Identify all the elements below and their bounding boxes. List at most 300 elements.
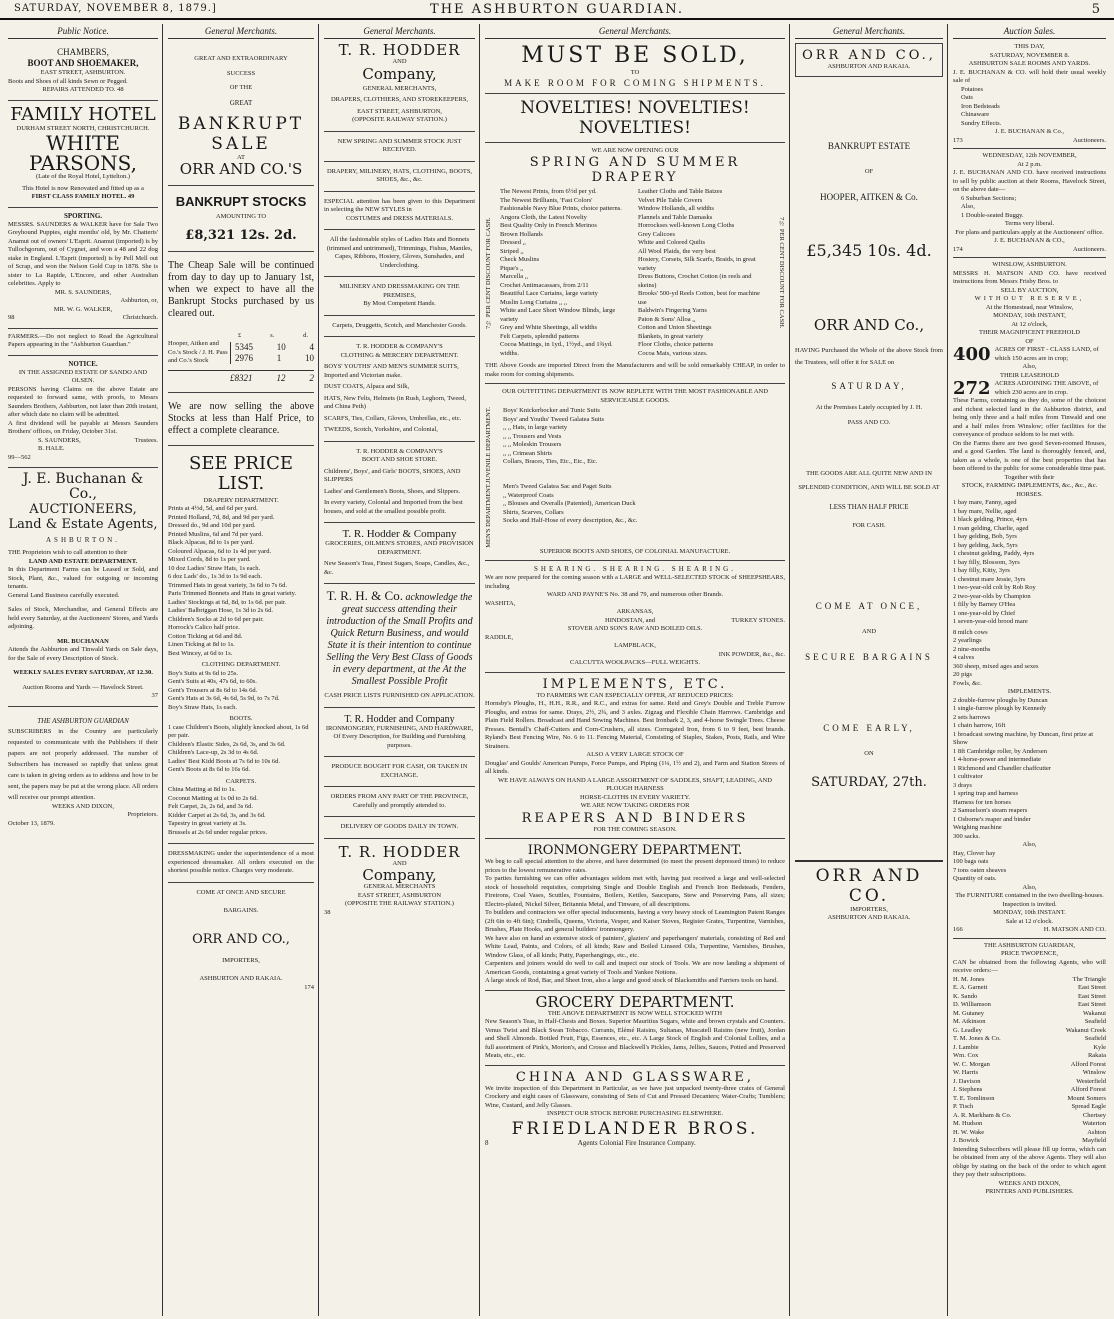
horses-list [953, 499, 1106, 627]
cash-lists: CASH PRICE LISTS FURNISHED ON APPLICATION. [324, 692, 475, 699]
clothing-body: BOYS' YOUTHS' AND MEN'S SUMMER SUITS, Imported and Victorian make. [324, 363, 459, 379]
buchanan-items [953, 86, 1106, 129]
guardian-signature-role: Proprietors. [127, 811, 158, 818]
also-3: Also, [1022, 883, 1037, 891]
list-item: 1 roan gelding, Charlie, aged [953, 524, 1029, 532]
acknowledgement [324, 590, 475, 688]
list-item: Window Hollands, all widths [638, 205, 714, 212]
millinery-2: By Most Competent Hands. [363, 300, 436, 307]
list-item: 20 pigs [953, 671, 972, 678]
list-item: 2 sets harrows [953, 713, 991, 721]
masthead [0, 0, 1114, 20]
list-item: Shirts, Scarves, Collars [503, 508, 564, 516]
list-item: Felt Carpet, 2s, 2s 6d, and 3s 6d. [168, 803, 254, 810]
hats: HATS, New Felts, Helmets (in Rush, Leghorn, Tweed, and China Peth) [324, 394, 467, 410]
list-item: Dressed ,, [500, 239, 526, 246]
carpets: Carpets, Druggetts, Scotch, and Manchester Goods. [332, 321, 467, 329]
agent-row [953, 1044, 1106, 1053]
list-item: 1 chestnut gelding, Paddy, 4yrs [953, 550, 1035, 557]
of-the: OF THE [229, 84, 253, 91]
farmers-body: FARMERS.—Do not neglect to Read the Agricultural Papers appearing in the "Ashburton Guardian." [8, 332, 158, 348]
agent-row [953, 1095, 1106, 1104]
hotel-body: This Hotel is now Renovated and fitted up as a [22, 184, 144, 192]
list-item: Horrockses well-known Long Cloths [638, 222, 735, 229]
chambers-title: CHAMBERS, [57, 47, 109, 57]
list-item: 1 bay mare, Fanny, aged [953, 499, 1017, 506]
list-item: Kidder Carpet at 2s 6d, 3s, and 3s 6d. [168, 811, 266, 819]
ironmongery-2: Of Every Description, for Building and Furnishing purposes. [333, 733, 466, 749]
notice-body: PERSONS having Claims on the above Estate are requested to forward same, with proofs, to Messrs Saunders Brothers, Ashburton, not later than 20th instant, after which date no claim will be admitted. [8, 385, 158, 418]
agent-name: Wm. Cox [953, 1052, 979, 1059]
agent-row [953, 1061, 1106, 1070]
weeks-dixon: WEEKS AND DIXON, [998, 1179, 1061, 1187]
especial: ESPECIAL attention has been given to this Department in selecting the NEW STYLES in [324, 197, 475, 213]
on: ON [864, 750, 874, 757]
list-item: 2 Samuelson's steam reapers [953, 807, 1028, 814]
and: AND [861, 627, 877, 635]
agent-name: H. W. Wake [953, 1128, 985, 1136]
list-item: Flannels and Table Damasks [638, 213, 713, 221]
ironmongery-body-4: We have also on hand an extensive stock of painters', glaziers' and paperhangers' materials, consisting of Red and White Lead, Paints, and Colors, of all kinds; Raw and Boiled Linseed Oils, Turpentine, Varnishes, Brushes, Window Glass, of all kinds; Putty, Paperhangings, etc., etc. [485, 934, 785, 959]
produce: PRODUCE BOUGHT FOR CASH, OR TAKEN IN EXCHANGE. [331, 763, 468, 779]
weekly-sales: WEEKLY SALES EVERY SATURDAY, AT 12.30. [13, 669, 153, 676]
dust-coats: DUST COATS, Alpaca and Silk, [324, 383, 410, 390]
saturday-27: SATURDAY, 27th. [811, 774, 927, 790]
hodder-clothing: T. R. HODDER & COMPANY'S [356, 343, 443, 350]
buchanan-title: J. E. Buchanan & Co., [22, 471, 144, 502]
column-heading: General Merchants. [485, 26, 785, 39]
list-item: 1 chestnut mare Jessie, 3yrs [953, 575, 1026, 583]
list-item: White and Lace Short Window Blinds, large variety [500, 307, 616, 323]
list-item: Brooks' 500-yd Reels Cotton, best for machine use [638, 290, 760, 306]
delivery: DELIVERY OF GOODS DAILY IN TOWN. [340, 823, 459, 830]
grocery-heading: GROCERY DEPARTMENT. [535, 992, 735, 1011]
list-item: Printed Holland, 7d, 8d, and 9d per yard. [168, 513, 275, 521]
hodder-company: T. R. Hodder & Company [342, 528, 457, 540]
list-item: Crochet Antimacassars, from 2/11 [500, 281, 589, 289]
sporting-ad [8, 208, 158, 329]
list-item: Ladies' Best Kidd Boots at 7s 6d to 10s 6d. [168, 757, 281, 765]
agent-name: J. Bowick [953, 1137, 979, 1144]
list-item: Brown Hollands [500, 230, 543, 238]
total-shillings: 12 [276, 372, 286, 383]
list-item: 1 seven-year-old brood mare [953, 618, 1028, 625]
list-item: Men's Tweed Galatea Sac and Paget Suits [503, 483, 612, 491]
boot-footer: REPAIRS ATTENDED TO. 48 [42, 86, 124, 93]
list-item: 1 two-year-old colt by Rob Roy [953, 584, 1036, 591]
agent-place: The Triangle [1072, 975, 1106, 983]
sell-by-auction: SELL BY AUCTION, [1000, 286, 1059, 294]
wednesday: WEDNESDAY, 12th NOVEMBER, [982, 152, 1077, 159]
taking-orders: WE ARE NOW TAKING ORDERS FOR [580, 802, 690, 810]
teas: New Season's Teas, Finest Sugars, Soaps, Candles, &c., &c. [324, 560, 470, 576]
list-item: Harness for ten horses [953, 798, 1011, 806]
printers: PRINTERS AND PUBLISHERS. [985, 1188, 1074, 1195]
scarfs: SCARFS, Ties, Collars, Gloves, Umbrellas, etc., etc. [324, 414, 462, 422]
monday-2: MONDAY, 10th INSTANT. [993, 909, 1066, 916]
agent-place: Waterton [1082, 1120, 1106, 1127]
great-extraordinary: GREAT AND EXTRAORDINARY [194, 55, 288, 62]
agent-place: Winslow [1082, 1069, 1106, 1076]
less-than-half: LESS THAN HALF PRICE [829, 503, 909, 511]
agent-name: M. Atkinson [953, 1018, 986, 1025]
column-orr-estate [791, 26, 947, 1316]
boot-body: Boots and Shoes of all kinds Sewn or Pegged. [8, 77, 128, 85]
grocery-body: New Season's Teas, in Half-Chests and Boxes. Superior Mauritius Sugars, white and brown crystals and Counters. Venus Twist and Black Swan Tobacco. Currants, Elémé Raisins, Sultanas, Muscatell Raisins (new fruit), Jordan and Shell Almonds. Bottled Fruit, Figs, Essences, etc., etc. A Large Stock of English and Colonial Lollies, and a full assortment of Pink's, Morton's, and Crosse and Blackwell's Pickles, Jams, Jellies, Sauces, Potted and Preserved Meats, etc., etc. [485, 1018, 785, 1060]
table-cell: 1 [276, 352, 282, 363]
coming-season: FOR THE COMING SEASON. [593, 825, 677, 833]
agent-place: Alford Forest [1070, 1060, 1106, 1068]
to: TO [630, 69, 640, 76]
bankrupt-stocks: BANKRUPT STOCKS [175, 194, 307, 209]
bankrupt-heading: BANKRUPT [177, 113, 305, 134]
column-heading: Auction Sales. [953, 26, 1106, 39]
buchanan-number: 173 [953, 136, 963, 144]
agent-name: A. R. Markham & Co. [953, 1111, 1012, 1119]
table-head-shillings: s. [270, 331, 275, 339]
importers: IMPORTERS, [850, 905, 888, 913]
buchanan-sections [953, 195, 1106, 221]
guardian-notice [8, 707, 158, 834]
list-item: Angora Cloth, the Latest Novelty [500, 213, 587, 221]
of: OF [1025, 337, 1034, 345]
list-item: 2 double-furrow ploughs by Duncan [953, 696, 1048, 704]
list-item: Leather Cloths and Table Baizes [638, 188, 723, 195]
list-item: 1 broadcast sowing machine, by Duncan, first prize at Show [953, 730, 1094, 746]
list-item: ,, Blouses and Overalls (Patented), American Duck [503, 500, 636, 508]
sporting-signature-2: MR. W. G. WALKER, [53, 305, 113, 313]
page-number: 5 [1091, 2, 1100, 17]
agent-name: G. Leadley [953, 1026, 982, 1034]
trustee-2: B. HALE. [38, 445, 65, 452]
list-item: 2 two-year-olds by Champion [953, 592, 1031, 600]
sale-time: Sale at 12 o'clock. [1005, 917, 1054, 925]
column-heading: General Merchants. [795, 26, 943, 39]
ironmongery-body-2: To parties furnishing we can offer advantages seldom met with, having just received a large and well-selected stock of household requisites, comprising Single and Double English and French Iron Bedsteads, Fenders, Fireirons, Coal Vases, Scuttles, Fountains, Boilers, Kettles, Saucepans, Stew and Preserving Pans, all sizes; Electro-plated, Nickel Silver, Britannia Metal, and Tinware, of all descriptions. [485, 875, 785, 908]
groceries: GROCERIES, OILMEN'S STORES, AND PROVISION DEPARTMENT. [325, 540, 474, 556]
orders-2: Carefully and promptly attended to. [353, 801, 446, 809]
also-heading: ALSO A VERY LARGE STOCK OF [586, 751, 684, 759]
drapery-heading: DRAPERY DEPARTMENT. [203, 496, 279, 504]
boot-body: Childrens', Boys', and Girls' BOOTS, SHOES, AND SLIPPERS [324, 467, 461, 483]
list-item: Pique's ,, [500, 264, 524, 272]
list-item: Cocoa Mattings, in 1yd., 1½yd., and 1¾yd. widths. [500, 341, 613, 357]
without-reserve: WITHOUT RESERVE, [974, 295, 1085, 302]
issue-date: SATURDAY, NOVEMBER 8, 1879.] [14, 3, 217, 14]
agent-place: Ashton [1087, 1128, 1106, 1136]
secure-bargains: SECURE BARGAINS [805, 652, 933, 662]
guardian-signature: WEEKS AND DIXON, [52, 802, 114, 810]
list-item: Ladies' Stockings at 6d, 8d, to 1s 6d. per pair. [168, 598, 287, 606]
agent-name: J. Stephens [953, 1086, 983, 1093]
sporting-number: 98 [8, 314, 15, 321]
guardian-body: SUBSCRIBERS in the Country are particularly requested to communicate with the Publishers if their papers are not properly addressed. The number of Subscribers has increased so rapidly that unless great care is taken in giving orders as to address and how to be sent, the papers may be put at the wrong place. All orders will receive our prompt attention. [8, 727, 158, 801]
table-head-pence: d. [303, 331, 308, 339]
sporting-signature: MR. S. SAUNDERS, [54, 288, 112, 296]
agent-place: Wakanui Creek [1065, 1026, 1106, 1034]
hindostan: HINDOSTAN, and [605, 616, 656, 624]
mr-buchanan-body: Attends the Ashburton and Tinwald Yards on Sale days, for the Sale of every Description of Stock. [8, 646, 158, 662]
china-body: We invite inspection of this Department in Particular, as we have just unpacked twenty-three crates of General Crockery and eight cases of Glassware, consisting of Sets of Cut and Pressed Decanters; Water-Crafts; Tumblers; Wine, Custard, and Jelly Glasses. [485, 1084, 785, 1109]
column-auction-sales [949, 26, 1110, 1316]
column-orr-bankrupt [164, 26, 318, 1316]
imported: THE Above Goods are imported Direct from the Manufacturers and will be sold remarkably CHEAP, in order to make room for coming shipments. [485, 362, 785, 378]
ironmongery-heading: IRONMONGERY DEPARTMENT. [527, 843, 743, 859]
orr-and-co-footer: ORR AND CO. [815, 865, 923, 906]
goods-new: THE GOODS ARE ALL QUITE NEW AND IN SPLENDID CONDITION, AND WILL BE SOLD AT [798, 470, 940, 491]
orr-place: ASHBURTON AND RAKAIA. [827, 63, 911, 70]
list-item: ,, ,, Hats, in large variety [503, 424, 568, 431]
spring-summer: SPRING AND SUMMER DRAPERY [529, 155, 741, 185]
list-item: White and Colored Quilts [638, 239, 705, 246]
novelties: NOVELTIES! NOVELTIES! NOVELTIES! [520, 97, 750, 138]
having-purchased: HAVING Purchased the Whole of the above Stock from the Trustees, will offer it for SALE on [795, 347, 943, 366]
agent-name: W. C. Morgan [953, 1060, 990, 1068]
list-item: Printed Muslins, 6d and 7d per yard. [168, 530, 263, 538]
table-total [168, 370, 314, 384]
list-item: 1 Richmond and Chandler chaffcutter [953, 764, 1052, 772]
agent-name: M. Gutaney [953, 1009, 985, 1017]
hay: Hay, Clover hay [953, 849, 996, 857]
list-item: Coloured Alpacas, 6d to 1s 4d per yard. [168, 547, 272, 555]
list-item: 1 filly by Barney O'Hea [953, 601, 1016, 608]
column-divider [789, 24, 790, 1316]
shearing-body: We are now prepared for the coming season with a LARGE and WELL-SELECTED STOCK of SHEEPSHEARS, including [485, 574, 785, 590]
buchanan-signature: J. E. BUCHANAN & Co., [995, 128, 1064, 135]
drapery-list-right [635, 188, 773, 358]
agent-row [953, 984, 1106, 993]
list-item: Iron Bedsteads [961, 102, 1000, 110]
address-2: EAST STREET, ASHBURTON [357, 891, 442, 899]
friedlander-bros: FRIEDLANDER BROS. [511, 1118, 759, 1139]
discount-label-left: 7½ PER CENT DISCOUNT FOR CASH. [485, 217, 492, 329]
saturday: SATURDAY, [831, 381, 907, 391]
acknowledgement-text: acknowledge the great success attending their introduction of the Small Profits and Quick Return Business, and would State it is their intention to continue Selling the Very Best Class of Goods in every department, at the At the Smallest Possible Profit [326, 592, 473, 687]
list-item: Grey and White Sheetings, all widths [500, 324, 598, 331]
superior: SUPERIOR BOOTS AND SHOES, OF COLONIAL MANUFACTURE. [539, 547, 731, 555]
leasehold: THEIR LEASEHOLD [999, 371, 1060, 379]
buchanan-land: Land & Estate Agents, [8, 517, 158, 532]
intending: Intending Subscribers will please fill up forms, which can be obtained from any of the above Agents. They will also oblige by stating on the back of the order to which agent they pay their subscriptions. [953, 1145, 1106, 1178]
list-item: Boy's Straw Hats, 1s each. [168, 703, 238, 711]
list-item: Tapestry in great variety at 3s. [168, 820, 247, 827]
grocery-sub: THE ABOVE DEPARTMENT IS NOW WELL STOCKED WITH [547, 1009, 723, 1017]
agent-row [953, 1027, 1106, 1036]
farmers-notice [8, 329, 158, 356]
buchanan-body-2: In this Department Farms can be Leased or Sold, and Stock, Plant, &c., valued for outgoing or incoming tenants. [8, 566, 158, 590]
agent-row [953, 976, 1106, 985]
matson: MESSRS H. MATSON AND CO. have received instructions from Messrs Frisby Bros. to [953, 269, 1106, 285]
make-room: MAKE ROOM FOR COMING SHIPMENTS. [504, 77, 766, 88]
acres-272: 272 [953, 378, 991, 399]
tweeds: TWEEDS, Scotch, Yorkshire, and Colonial, [324, 426, 438, 433]
agent-name: H. M. Jones [953, 975, 985, 983]
list-item: Gent's Hats at 3s 6d, 4s 6d, 5s 9d, to 7s 7d. [168, 695, 280, 702]
bankrupt-estate: BANKRUPT ESTATE [827, 140, 911, 151]
agent-place: East Street [1078, 984, 1106, 991]
family-hotel-ad [8, 101, 158, 208]
total-pounds: £8321 [230, 372, 253, 383]
list-item: Trimmed Hats in great variety, 3s 6d to 7s 6d. [168, 581, 288, 589]
guardian-title: THE ASHBURTON GUARDIAN, [983, 941, 1076, 949]
column-heading: Public Notice. [8, 26, 158, 39]
furniture: The FURNITURE contained in the two dwelling-houses. [955, 892, 1104, 899]
agent-place: Mayfield [1082, 1137, 1106, 1144]
costumes: COSTUMES and DRESS MATERIALS. [345, 214, 454, 222]
cheap-sale-text: The Cheap Sale will be continued from day to day up to January 1st, when we expect to have all the Bankrupt Stocks purchased by us cleared out. [168, 259, 314, 319]
fashion: All the fashionable styles of Ladies Hats and Bonnets (trimmed and untrimmed), Trimmings, Fishus, Mantles, Capes, Ribbons, Hosiery, Gloves, Sunshades, and Underclothing. [326, 236, 473, 269]
list-item: Felt Carpets, splendid patterns [500, 332, 580, 340]
column-divider [479, 24, 480, 1316]
lampblack: LAMPBLACK, [614, 642, 656, 650]
list-item: Blankets, in great variety [638, 332, 704, 340]
agent-row [953, 1069, 1106, 1078]
turkey: TURKEY STONES. [731, 616, 785, 624]
buchanan-instructions: J. E. BUCHANAN AND CO. have received instructions to sell by public auction at their Rooms, Havelock Street, on the above date— [953, 169, 1106, 193]
sale-heading: SALE [211, 133, 271, 154]
list-item: 360 sheep, mixed ages and sexes [953, 662, 1039, 670]
list-item: Collars, Braces, Ties, Etc., Etc., Etc. [503, 458, 598, 465]
list-item: 6 doz Lads' do., 1s 3d to 1s 9d each. [168, 573, 262, 580]
acres-272-desc: ACRES ADJOINING THE ABOVE, of which 230 acres are in crop. [994, 380, 1099, 396]
also: Also, [1022, 363, 1037, 370]
agent-row [953, 1112, 1106, 1121]
agent-row [953, 1035, 1106, 1044]
acres-400-desc: ACRES OF FIRST - CLASS LAND, of which 150 acres are in crop; [994, 346, 1099, 362]
estate-amount: £5,345 10s. 4d. [806, 241, 932, 260]
agent-row [953, 1052, 1106, 1061]
inspect: INSPECT OUR STOCK BEFORE PURCHASING ELSEWHERE. [546, 1110, 723, 1118]
and: AND [392, 58, 407, 65]
acres-400: 400 [953, 344, 991, 365]
list-item: Gent's Trousers at 8s 6d to 14s 6d. [168, 686, 258, 694]
general-merchants-2: GENERAL MERCHANTS [363, 883, 436, 890]
list-item: Boys' Knickerbocker and Tunic Suits [503, 407, 600, 414]
stover: STOVER AND SON'S RAW AND BOILED OILS. [567, 625, 703, 633]
list-item: 1 chain harrow, 16ft [953, 722, 1006, 729]
column-friedlander [481, 26, 789, 1316]
mr-buchanan: MR. BUCHANAN [57, 637, 109, 645]
outfitting: OUR OUTFITTING DEPARTMENT IS NOW REPLETE WITH THE MOST FASHIONABLE AND SERVICEABLE GOODS. [502, 388, 768, 404]
boots-list [168, 724, 314, 775]
auction-rooms: Auction Rooms and Yards — Havelock Street. [22, 683, 144, 691]
list-item: Cocoa Mats, various sizes. [638, 349, 708, 357]
opening: WE ARE NOW OPENING OUR [591, 146, 679, 154]
list-item: China Matting at 8d to 1s. [168, 786, 236, 793]
also-2: Also, [1022, 841, 1037, 848]
pass-and-co: PASS AND CO. [847, 418, 891, 426]
list-item: 2 yearlings [953, 637, 982, 644]
premises: At the Premises Lately occupied by J. H. [815, 404, 923, 411]
list-item: Velvet Pile Table Covers [638, 196, 703, 204]
sando-olsen-notice [8, 356, 158, 469]
list-item: ,, ,, Trousers and Vests [503, 432, 562, 440]
farms-description-2: On the Farms there are two good Seven-roomed Houses, and a good Garden. The land is thoroughly fenced, and, taken as a whole, is one of the best properties that has been offered to the public for some considerable time past. [953, 439, 1106, 472]
buchanan-dept: LAND AND ESTATE DEPARTMENT. [28, 557, 138, 565]
agent-place: East Street [1078, 1001, 1106, 1008]
column-divider [947, 24, 948, 1316]
juvenile-label: JUVENILE DEPARTMENT. [485, 407, 492, 484]
list-item: All Wool Plaids, the very best [638, 247, 716, 255]
drapery-list [168, 505, 314, 658]
list-item: Gent's Boots at 8s 6d to 16s 6d. [168, 766, 251, 773]
together: Together with their [1004, 473, 1055, 481]
column-heading: General Merchants. [168, 26, 314, 39]
general-merchants: GENERAL MERCHANTS, [362, 84, 437, 92]
agent-place: East Street [1078, 992, 1106, 1000]
ironmongery-body-5: Carpenters and joiners would do well to call and inspect our stock of Tools. We are now landing a shipment of American Goods, containing a great variety of Tools and Yankee Notions. [485, 960, 785, 976]
table-cell: 10 [276, 341, 286, 352]
agent-name: W. Harris [953, 1069, 979, 1076]
buchanan-body-4: Sales of Stock, Merchandise, and General Effects are held every Saturday, at the Auctioneers' Stores, and Yards adjoining. [8, 606, 158, 630]
list-item: The Newest Prints, from 6½d per yd. [500, 188, 597, 195]
boots-heading: BOOTS. [229, 715, 253, 722]
orr-name: ORR AND CO.'S [179, 160, 303, 178]
implements-heading: IMPLEMENTS, ETC. [542, 676, 728, 692]
for-cash: FOR CASH. [852, 522, 886, 529]
agent-place: Mount Somers [1067, 1094, 1106, 1102]
arkansas: ARKANSAS, [616, 608, 654, 616]
list-item: 1 case Children's Boots, slightly knocked about, 1s 6d per pair. [168, 723, 309, 739]
dressmaking-text: DRESSMAKING under the superintendence of a most experienced dressmaker. All orders executed on the shortest possible notice. Charges very moderate. [168, 850, 314, 874]
list-item: 300 sacks. [953, 832, 981, 840]
implements-body: Hornsby's Ploughs, H., H.H., R.R., and R.C., and extras for same. Reid and Grey's Double and Treble Furrow Ploughs, and extras for same. Drays, 2½, 2¾, and 3 axles. Zigzag and Flexible Chain Harrows. Cambridge and Plain Field Rollers. Broadcast and Hand Sowing Machines. Best Ironbark 2, 3, and 4-horse Swingle Trees. Cheese Presses. Bentall's Chaff-Cutters and Corn-Crushers, all sizes. Corrugated Iron, from 6 to 9 feet, best brands. Ryland's Best Fencing Wire, No. 6 to 11. Fencing Material, Consisting of Staples, Stakes, Posts, Rails, and Wire Strainers. [485, 700, 785, 750]
company: Company, [362, 64, 437, 83]
hodder-boots: T. R. HODDER & COMPANY'S [356, 447, 443, 455]
agent-name: J. Lambie [953, 1043, 979, 1051]
buchanan-role: Auctioneers. [1072, 136, 1106, 144]
list-item: 1 cultivator [953, 773, 983, 780]
total-pence: 2 [309, 372, 314, 383]
boot-address: EAST STREET, ASHBURTON. [40, 69, 126, 76]
list-item: 1 one-year-old by Chief [953, 609, 1016, 617]
stock-implements: STOCK, FARMING IMPLEMENTS, &c., &c., &c. [961, 482, 1098, 489]
oclock: At 12 o'clock, [1011, 320, 1048, 328]
orr-title: ORR AND CO., [802, 48, 936, 63]
list-item: Children's Lace-up, 2s 3d to 4s 6d. [168, 749, 259, 756]
plans: For plans and particulars apply at the Auctioneers' office. [955, 228, 1104, 236]
place: ASHBURTON AND RAKAIA. [199, 975, 283, 982]
column-heading: General Merchants. [324, 26, 475, 39]
amounting-to: AMOUNTING TO [215, 213, 267, 220]
hooper-aitken: HOOPER, AITKEN & Co. [820, 192, 918, 202]
agent-place: Seafield [1084, 1035, 1106, 1042]
buchanan-auctioneers: AUCTIONEERS, [29, 502, 137, 517]
list-item: Weighing machine [953, 824, 1002, 831]
list-item: Cotton and Union Sheetings [638, 324, 712, 331]
matson-number: 166 [953, 926, 963, 933]
sale-date: SATURDAY, NOVEMBER 8. [989, 51, 1070, 59]
hotel-address: DURHAM STREET NORTH, CHRISTCHURCH. [16, 124, 150, 132]
ironmongery-body-3: To builders and contractors we offer special inducements, having a very heavy stock of Leamington Patent Ranges (2ft 6in to 4ft 6in); Cindrells, Queens, Victoria, Vesper, and Kaiser Stoves, Register Grates, Turpentine, Varnishes, Brushes, Plate Hooks, and general builders' ironmongery. [485, 909, 785, 934]
this-day: THIS DAY, [1014, 43, 1045, 50]
sheaves: 7 tons oaten sheaves [953, 866, 1007, 874]
amount: £8,321 12s. 2d. [185, 227, 297, 243]
list-item: Linen Ticking at 8d to 1s. [168, 641, 235, 648]
address: EAST STREET, ASHBURTON, [357, 107, 442, 115]
buchanan-ad [8, 468, 158, 707]
guardian-title: THE ASHBURTON GUARDIAN [37, 716, 129, 725]
agents-list [953, 976, 1106, 1146]
wednesday-time: At 2 p.m. [1017, 160, 1042, 168]
list-item: 1 4-horse-power and intermediate [953, 756, 1041, 763]
list-item: 1 bay mare, Nellie, aged [953, 507, 1017, 515]
ironmongery-body-6: A large stock of Rod, Bar, and Sheet Iron, also a large and good stock of Blacksmiths and Farriers tools on hand. [485, 977, 778, 985]
list-item: Brussels at 2s 6d under regular prices. [168, 828, 268, 836]
bargains: BARGAINS. [223, 907, 259, 914]
clothing-heading: CLOTHING DEPARTMENT. [201, 661, 281, 668]
boot-body-3: In every variety, Colonial and Imported from the best houses, and sold at the smallest possible profit. [324, 499, 463, 515]
